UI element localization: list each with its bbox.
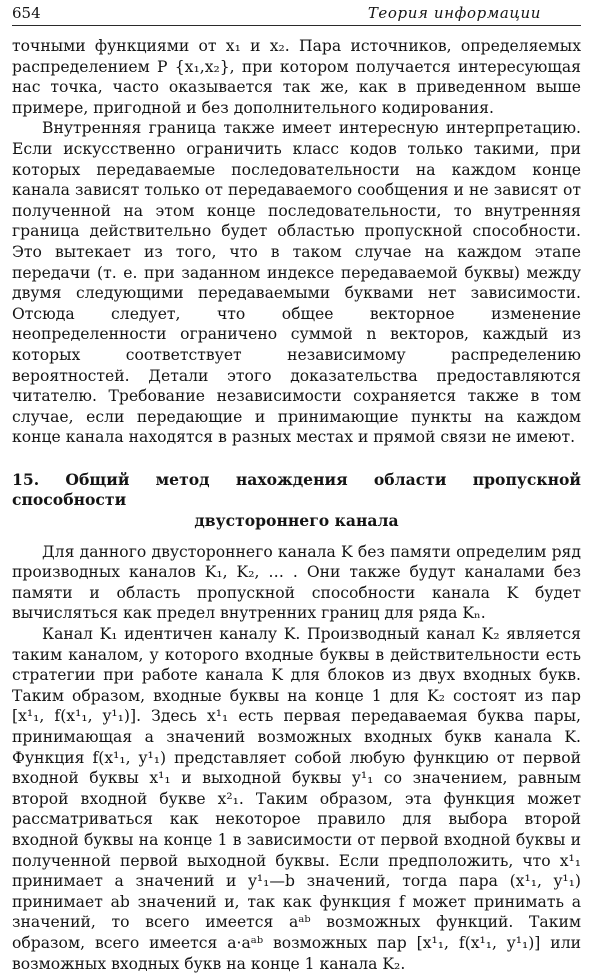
page-number: 654 (12, 4, 41, 22)
section-heading-line2: двустороннего канала (194, 511, 399, 531)
section-heading (12, 470, 581, 532)
running-title: Теория информации (367, 4, 541, 22)
paragraph: Для данного двустороннего канала K без памяти определим ряд производных каналов K₁, K₂, … . Они также будут каналами без памяти и область пропускной способности канала K будет вычисляться как предел внутренних границ для ряда Kₙ. (12, 542, 581, 623)
paragraph-continued: точными функциями от x₁ и x₂. Пара источников, определяемых распределением P {x₁,x₂}, при котором получается интересующая нас точка, часто оказывается так же, как в приведенном выше примере, пригодной и без дополнительного кодирования. (12, 37, 581, 117)
page-body (12, 36, 581, 974)
paragraph: Канал K₁ идентичен каналу K. Производный канал K₂ является таким каналом, у которого входные буквы в действительности есть стратегии при работе канала K для блоков из двух входных букв. Таким образом, входные буквы на конце 1 для K₂ состоят из пар [x¹₁, f(x¹₁, y¹₁)]. Здесь x¹₁ есть первая передаваемая буква пары, принимающая a значений возможных входных букв канала K. Функция f(x¹₁, y¹₁) представляет собой любую функцию от первой входной буквы x¹₁ и выходной буквы y¹₁ со значением, равным второй входной букве x²₁. Таким образом, эта функция может рассматриваться как некоторое правило для выбора второй входной буквы на конце 1 в зависимости от первой входной буквы и полученной первой выходной буквы. Если предположить, что x¹₁ принимает a значений и y¹₁—b значений, тогда пара (x¹₁, y¹₁) принимает ab значений и, так как функция f может принимать a значений, то всего имеется aᵃᵇ возможных функций. Таким образом, всего имеется a·aᵃᵇ возможных пар [x¹₁, f(x¹₁, y¹₁)] или возможных входных букв на конце 1 канала K₂. (12, 625, 581, 973)
section-heading-line1: 15. Общий метод нахождения области пропускной способности (12, 469, 581, 510)
page-header (12, 0, 581, 26)
paragraph: Внутренняя граница также имеет интересную интерпретацию. Если искусственно ограничить класс кодов только такими, при которых передаваемые последовательности на каждом конце канала зависят только от передаваемого сообщения и не зависят от полученной на этом конце последовательности, то внутренняя граница действительно будет областью пропускной способности. Это вытекает из того, что в таком случае на каждом этапе передачи (т. е. при заданном индексе передаваемой буквы) между двумя следующими передаваемыми буквами нет зависимости. Отсюда следует, что общее векторное изменение неопределенности ограничено суммой n векторов, каждый из которых соответствует независимому распределению вероятностей. Детали этого доказательства предоставляются читателю. Требование независимости сохраняется также в том случае, если передающие и принимающие пункты на каждом конце канала находятся в разных местах и прямой связи не имеют. (12, 119, 581, 447)
